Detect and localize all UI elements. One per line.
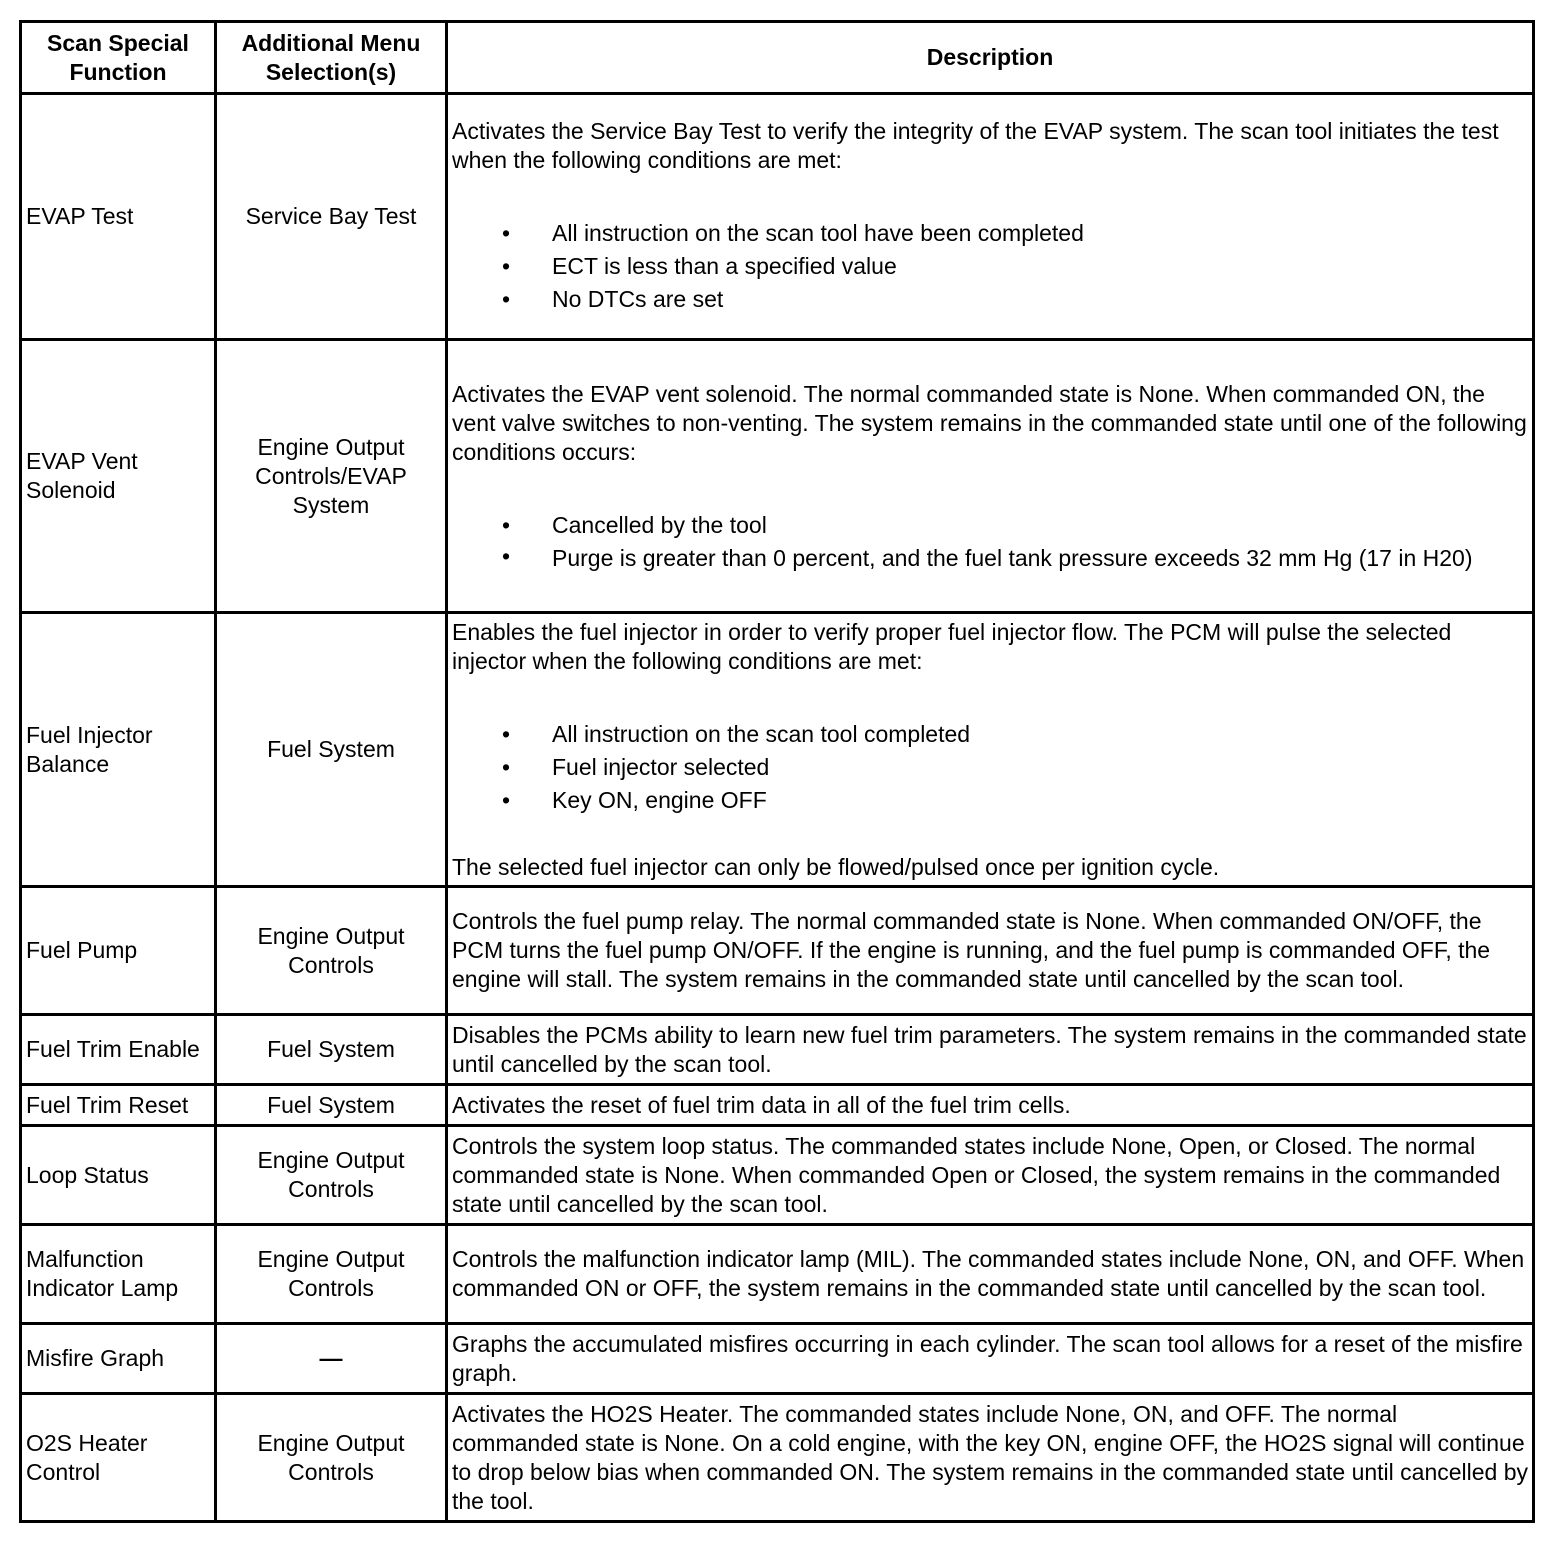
menu-cell: Engine Output Controls/EVAP System — [216, 340, 447, 613]
menu-cell: Fuel System — [216, 613, 447, 887]
table-row — [21, 1015, 1534, 1085]
table-row — [21, 1394, 1534, 1522]
function-cell: Fuel Trim Reset — [21, 1085, 216, 1126]
description-cell: Controls the fuel pump relay. The normal commanded state is None. When commanded ON/OFF, the PCM turns the fuel pump ON/OFF. If the engine is running, and the fuel pump is commanded OFF, the engine will stall. The system remains in the commanded state until cancelled by the scan tool. — [447, 887, 1534, 1015]
menu-cell: Engine Output Controls — [216, 887, 447, 1015]
function-cell: O2S Heater Control — [21, 1394, 216, 1522]
list-item: • All instruction on the scan tool have been completed — [452, 217, 1528, 250]
table-row — [21, 613, 1534, 887]
list-item: • Cancelled by the tool — [452, 509, 1528, 542]
header-menu: Additional Menu Selection(s) — [216, 22, 447, 94]
menu-cell: — — [216, 1324, 447, 1394]
table-row — [21, 1324, 1534, 1394]
menu-cell: Service Bay Test — [216, 94, 447, 340]
list-item: • Key ON, engine OFF — [452, 784, 1528, 817]
description-note: The selected fuel injector can only be flowed/pulsed once per ignition cycle. — [452, 853, 1220, 880]
function-cell: Fuel Pump — [21, 887, 216, 1015]
table-row — [21, 340, 1534, 613]
function-cell: Fuel Trim Enable — [21, 1015, 216, 1085]
function-cell: Loop Status — [21, 1126, 216, 1225]
list-item: • Fuel injector selected — [452, 751, 1528, 784]
function-cell: EVAP Test — [21, 94, 216, 340]
menu-cell: Fuel System — [216, 1085, 447, 1126]
menu-cell: Engine Output Controls — [216, 1126, 447, 1225]
description-cell: Activates the reset of fuel trim data in all of the fuel trim cells. — [447, 1085, 1534, 1126]
list-item: • Purge is greater than 0 percent, and the fuel tank pressure exceeds 32 mm Hg (17 in H20) — [452, 542, 1528, 573]
description-intro: Activates the Service Bay Test to verify the integrity of the EVAP system. The scan tool initiates the test when the following conditions are met: — [452, 118, 1499, 173]
description-cell: Controls the system loop status. The commanded states include None, Open, or Closed. The normal commanded state is None. When commanded Open or Closed, the system remains in the commanded state until cancelled by the scan tool. — [447, 1126, 1534, 1225]
description-cell — [447, 94, 1534, 340]
description-cell: Disables the PCMs ability to learn new fuel trim parameters. The system remains in the commanded state until cancelled by the scan tool. — [447, 1015, 1534, 1085]
table-row — [21, 1225, 1534, 1324]
function-cell: Fuel Injector Balance — [21, 613, 216, 887]
list-item: • ECT is less than a specified value — [452, 250, 1528, 283]
condition-list — [452, 718, 1528, 817]
menu-cell: Engine Output Controls — [216, 1225, 447, 1324]
table-row — [21, 887, 1534, 1015]
list-item: • All instruction on the scan tool completed — [452, 718, 1528, 751]
menu-cell: Engine Output Controls — [216, 1394, 447, 1522]
menu-cell: Fuel System — [216, 1015, 447, 1085]
header-row — [21, 22, 1534, 94]
special-functions-table — [19, 20, 1535, 1523]
description-cell — [447, 613, 1534, 887]
function-cell: Misfire Graph — [21, 1324, 216, 1394]
function-cell: EVAP Vent Solenoid — [21, 340, 216, 613]
header-description: Description — [447, 22, 1534, 94]
description-cell — [447, 340, 1534, 613]
header-function: Scan Special Function — [21, 22, 216, 94]
description-cell: Controls the malfunction indicator lamp (MIL). The commanded states include None, ON, and OFF. When commanded ON or OFF, the system remains in the commanded state until cancelled by the scan tool. — [447, 1225, 1534, 1324]
table-row — [21, 94, 1534, 340]
description-intro: Activates the EVAP vent solenoid. The normal commanded state is None. When commanded ON, the vent valve switches to non-venting. The system remains in the commanded state until one of the following conditions occurs: — [452, 380, 1527, 465]
description-intro: Enables the fuel injector in order to verify proper fuel injector flow. The PCM will pulse the selected injector when the following conditions are met: — [452, 618, 1452, 674]
function-cell: Malfunction Indicator Lamp — [21, 1225, 216, 1324]
description-cell: Graphs the accumulated misfires occurring in each cylinder. The scan tool allows for a reset of the misfire graph. — [447, 1324, 1534, 1394]
condition-list — [452, 217, 1528, 316]
table-row — [21, 1126, 1534, 1225]
description-cell: Activates the HO2S Heater. The commanded states include None, ON, and OFF. The normal commanded state is None. On a cold engine, with the key ON, engine OFF, the HO2S signal will continue to drop below bias when commanded ON. The system remains in the commanded state until cancelled by the tool. — [447, 1394, 1534, 1522]
table-row — [21, 1085, 1534, 1126]
list-item: • No DTCs are set — [452, 283, 1528, 316]
condition-list — [452, 509, 1528, 573]
